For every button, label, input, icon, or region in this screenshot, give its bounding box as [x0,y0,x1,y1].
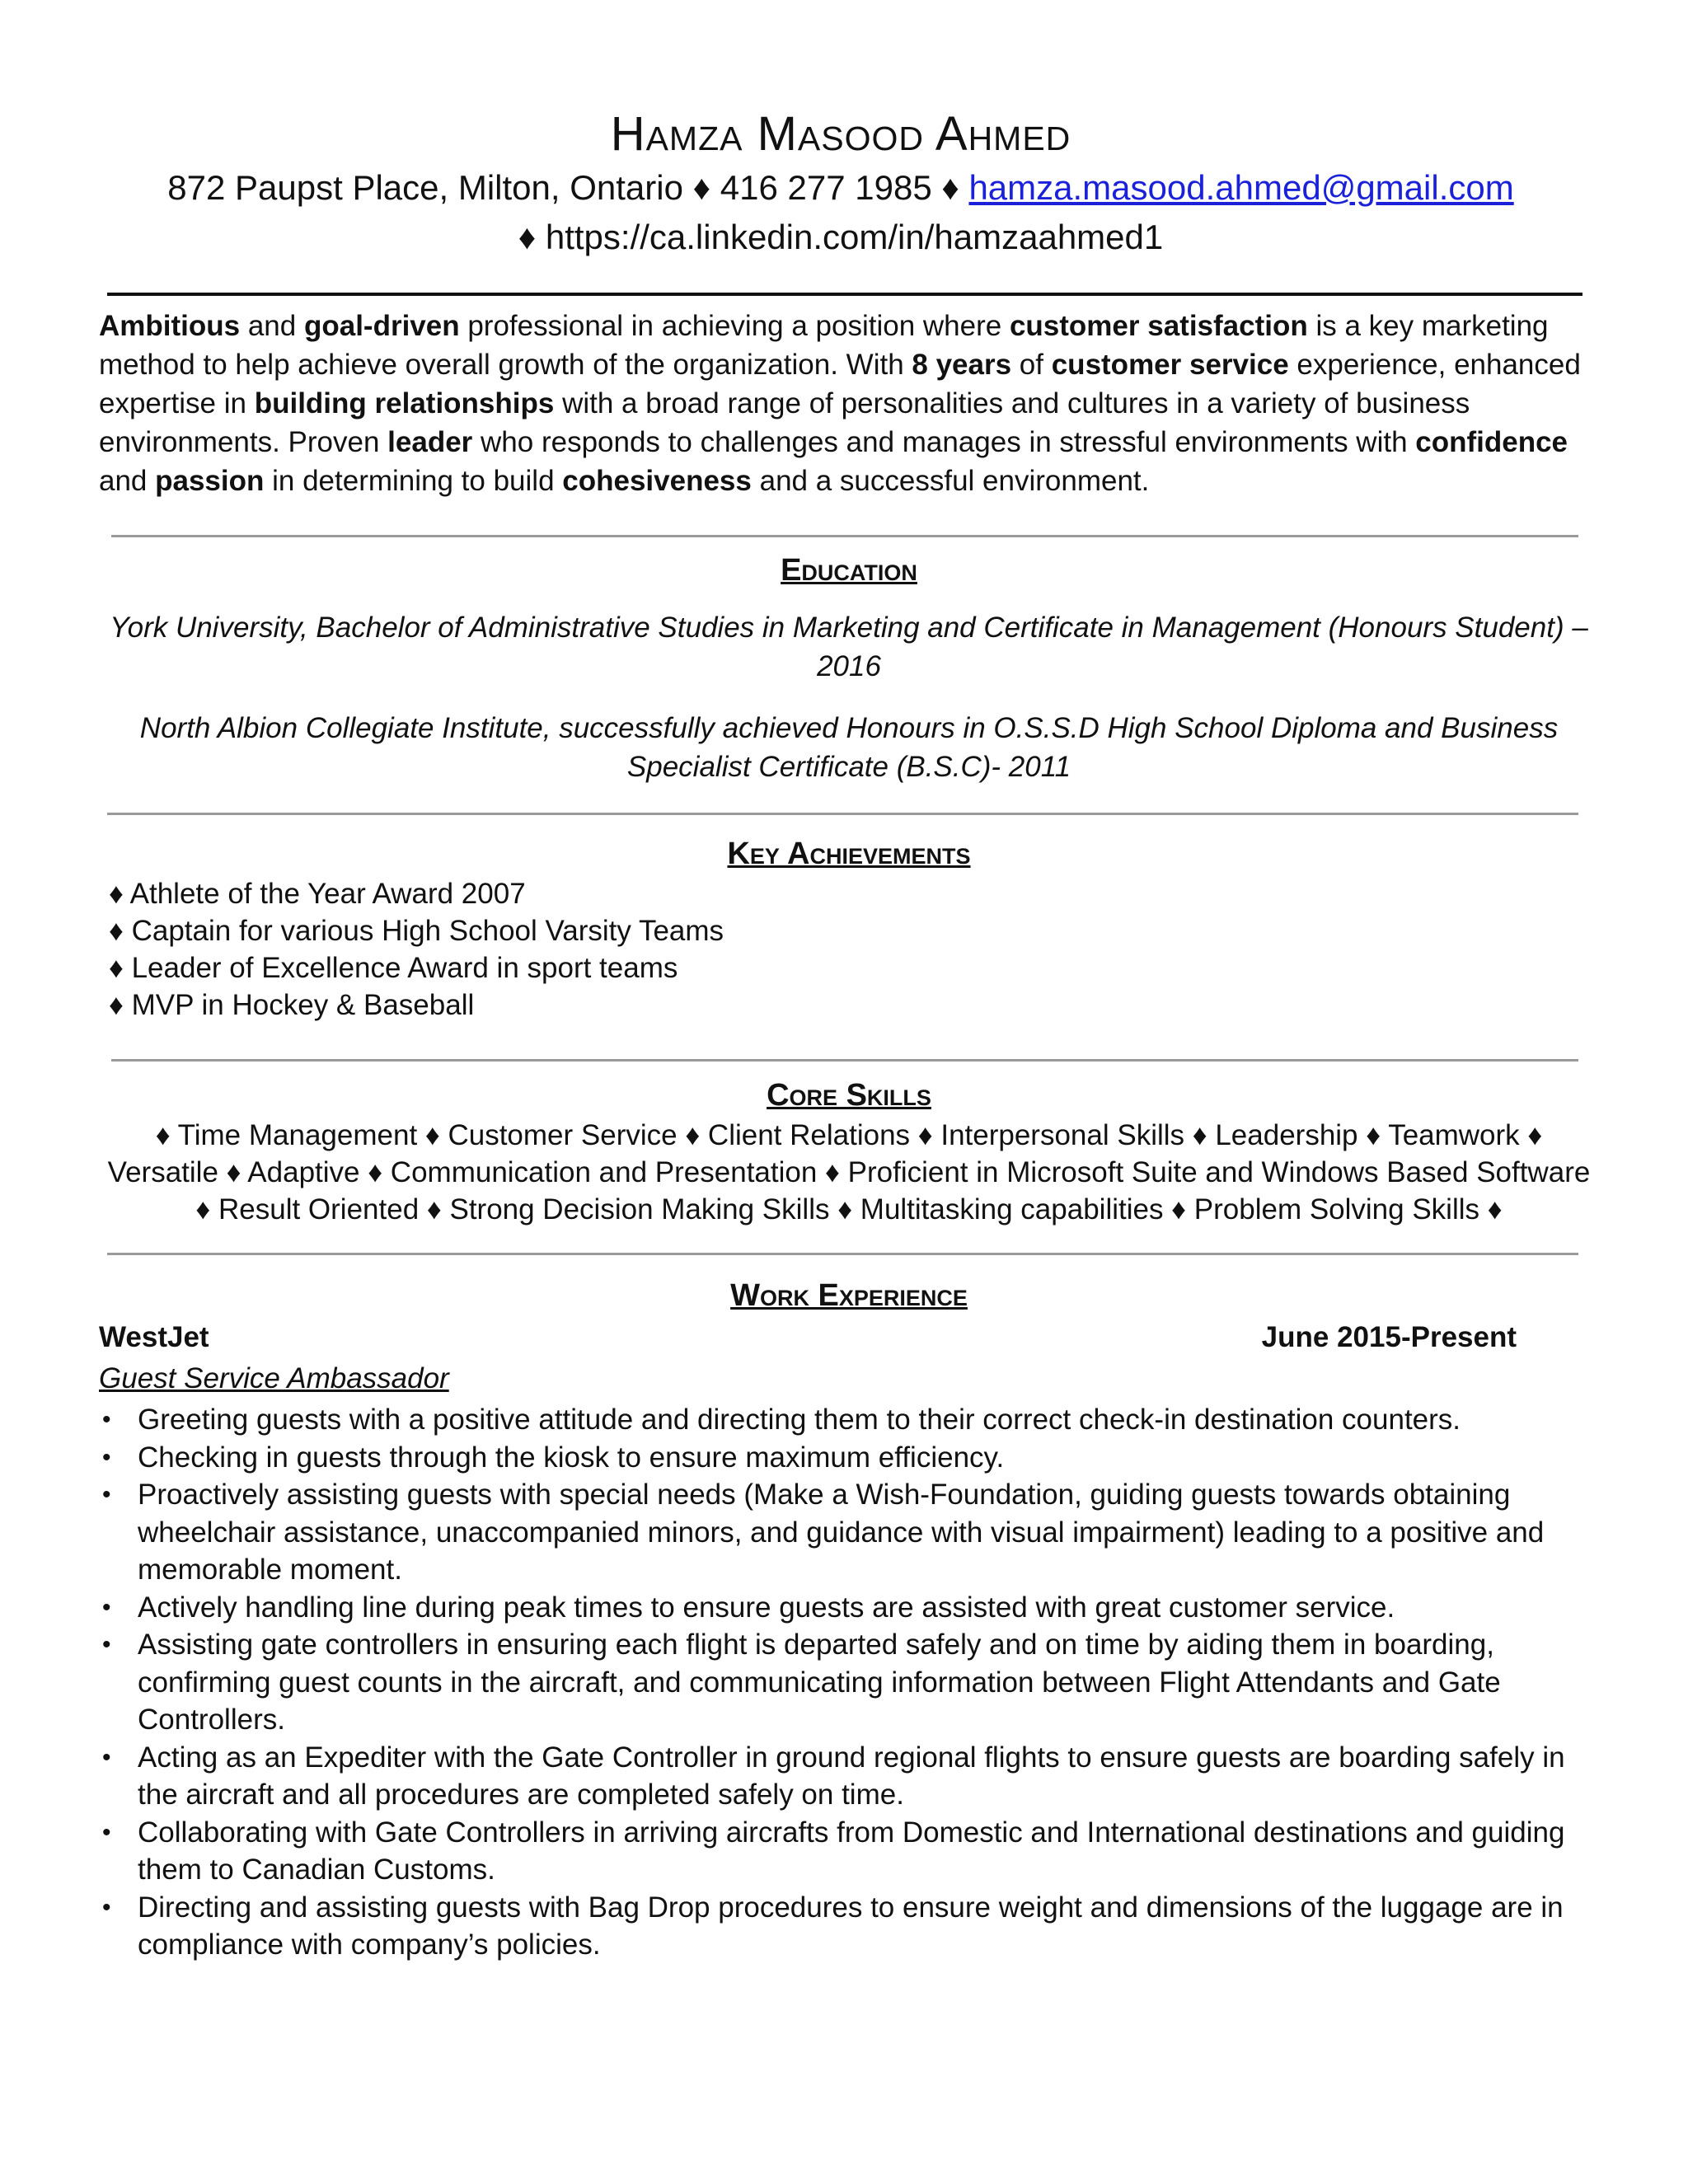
experience-heading: Work Experience [730,1278,968,1313]
job-duties-list [99,1401,1582,1964]
skills-heading: Core Skills [767,1078,931,1113]
email-link[interactable]: hamza.masood.ahmed@gmail.com [968,168,1514,207]
summary-text: of [1011,349,1052,381]
summary-keyword: goal-driven [303,310,460,342]
summary-text: experience, enhanced expertise in [99,349,1581,419]
linkedin-line [99,213,1582,262]
duty-text: Proactively assisting guests with special needs (Make a Wish-Foundation, guiding guests towards obtaining wheelchair assistance, unaccompanied minors, and guidance with visual impairment) leading to a positive and memorable moment. [138,1479,1545,1586]
candidate-name: Hamza Masood Ahmed [610,107,1071,161]
duty-text: Checking in guests through the kiosk to ensure maximum efficiency. [138,1441,1005,1474]
section-divider [111,535,1578,537]
summary-text: who responds to challenges and manages in stressful environments with [472,426,1416,458]
duty-text: Assisting gate controllers in ensuring each flight is departed safely and on time by aiding them in boarding, confirming guest counts in the aircraft, and communicating information between Flight Attendants and Gate Controllers. [138,1629,1501,1736]
bullet-icon: • [102,1893,111,1921]
duty-text: Directing and assisting guests with Bag Drop procedures to ensure weight and dimensions of the luggage are in compliance with company’s policies. [138,1891,1564,1961]
education-item: York University, Bachelor of Administrative Studies in Marketing and Certificate in Management (Honours Student) – 2016 [110,612,1588,682]
bullet-icon: • [102,1406,111,1433]
summary-text: in determining to build [264,465,563,497]
list-item: ♦ Athlete of the Year Award 2007 [109,878,526,910]
summary-keyword: leader [387,426,473,458]
bullet-icon: • [102,1743,111,1771]
company-name: WestJet [99,1321,209,1353]
list-item [99,1889,1582,1964]
bullet-icon: • [102,1631,111,1658]
bullet-icon: • [102,1593,111,1621]
section-divider [111,1059,1578,1062]
duty-text: Greeting guests with a positive attitude and directing them to their correct check-in destination counters. [138,1404,1461,1436]
summary-text: and [240,310,304,342]
summary-text: is a key marketing method to help achieve overall growth of the organization. With [99,310,1549,381]
summary-text: and [99,465,156,497]
section-divider [107,813,1578,815]
duty-text: Actively handling line during peak times to ensure guests are assisted with great customer service. [138,1591,1395,1624]
professional-summary [99,307,1599,500]
header-divider [107,293,1582,296]
section-divider [107,1253,1578,1255]
diamond-separator: ♦ [518,218,537,256]
job-dates: June 2015-Present [1261,1321,1517,1353]
list-item [99,1476,1582,1589]
summary-keyword: customer service [1051,349,1289,381]
list-item: ♦ MVP in Hockey & Baseball [109,989,475,1021]
list-item [99,1439,1582,1477]
skills-list: ♦ Time Management ♦ Customer Service ♦ Client Relations ♦ Interpersonal Skills ♦ Leadership ♦ Teamwork ♦ Versatile ♦ Adaptive ♦ Communication and Presentation ♦ Proficient in Microsoft Suite and Windows Based Software ♦ Result Oriented ♦ Strong Decision Making Skills ♦ Multitasking capabilities ♦ Problem Solving Skills ♦ [107,1119,1591,1226]
duty-text: Acting as an Expediter with the Gate Controller in ground regional flights to ensure guests are boarding safely in the aircraft and all procedures are completed safely on time. [138,1741,1565,1811]
address: 872 Paupst Place, Milton, Ontario [167,168,683,207]
education-heading: Education [781,553,917,588]
bullet-icon: • [102,1481,111,1508]
summary-keyword: cohesiveness [562,465,752,497]
achievements-heading: Key Achievements [727,837,971,871]
list-item: ♦ Captain for various High School Varsity Teams [109,915,724,947]
diamond-separator: ♦ [941,168,959,207]
summary-text: and a successful environment. [751,465,1150,497]
bullet-icon: • [102,1443,111,1471]
list-item [99,1589,1582,1627]
summary-keyword: Ambitious [99,310,241,342]
list-item [99,1814,1582,1889]
phone-number: 416 277 1985 [720,168,932,207]
duty-text: Collaborating with Gate Controllers in arriving aircrafts from Domestic and International destinations and guiding them to Canadian Customs. [138,1816,1565,1886]
achievements-list [109,875,724,1024]
contact-line [99,163,1582,213]
list-item: ♦ Leader of Excellence Award in sport teams [109,952,678,984]
summary-keyword: passion [155,465,265,497]
linkedin-url: https://ca.linkedin.com/in/hamzaahmed1 [545,218,1164,256]
list-item [99,1626,1582,1739]
summary-keyword: confidence [1415,426,1568,458]
summary-keyword: customer satisfaction [1009,310,1308,342]
job-title: Guest Service Ambassador [99,1362,449,1394]
summary-text: with a broad range of personalities and cultures in a variety of business environments. Proven [99,387,1470,458]
summary-keyword: building relationships [254,387,555,419]
diamond-separator: ♦ [692,168,711,207]
list-item [99,1739,1582,1814]
summary-keyword: 8 years [912,349,1012,381]
list-item [99,1401,1582,1439]
education-item: North Albion Collegiate Institute, successfully achieved Honours in O.S.S.D High School Diploma and Business Specialist Certificate (B.S.C)- 2011 [139,712,1559,783]
bullet-icon: • [102,1818,111,1846]
summary-text: professional in achieving a position where [459,310,1010,342]
resume-header [99,105,1582,262]
